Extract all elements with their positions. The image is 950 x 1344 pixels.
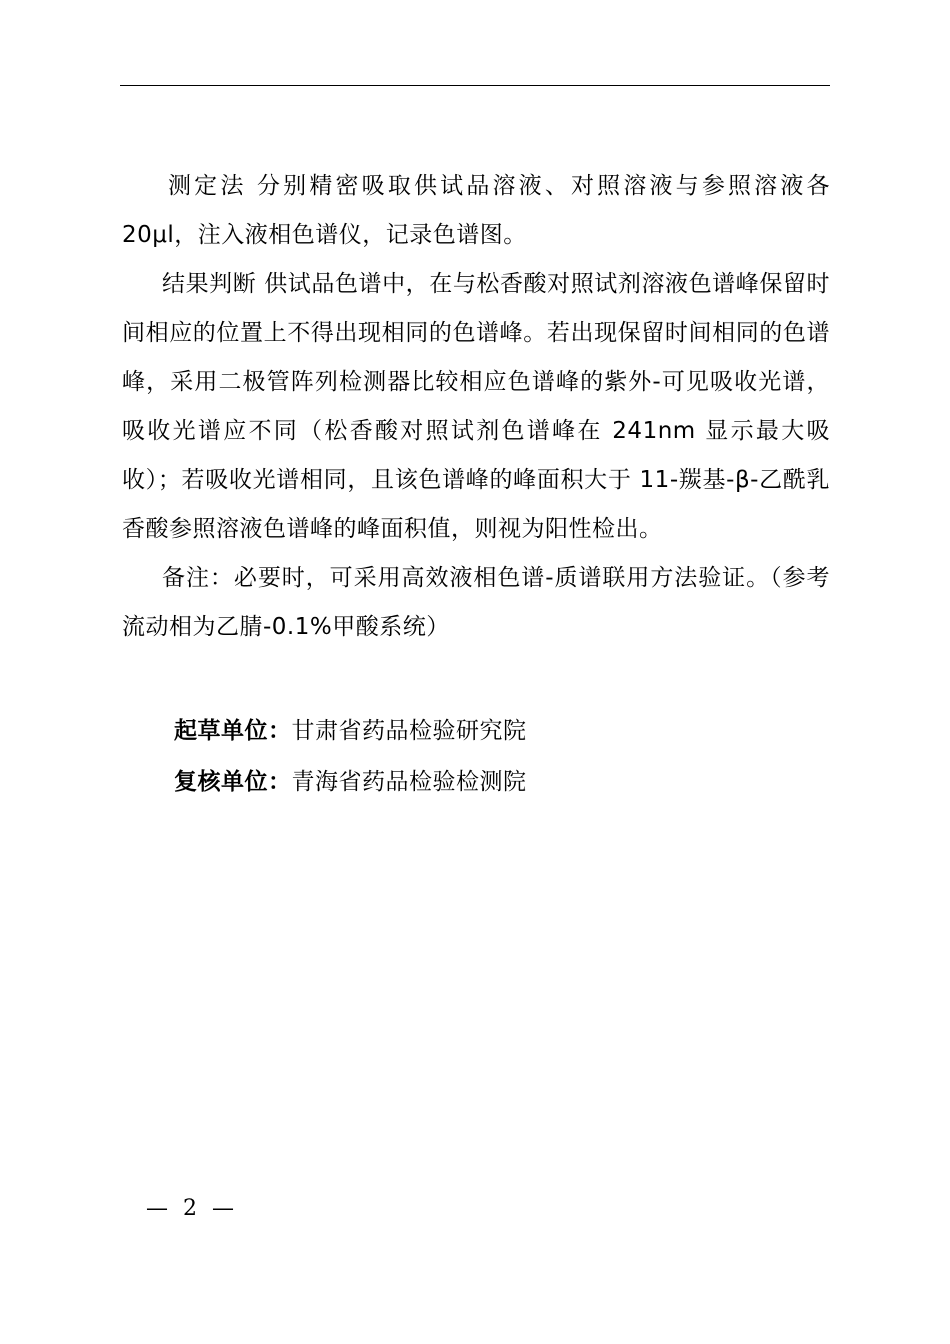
drafting-unit-line [174,706,830,757]
review-unit-line [174,757,830,808]
drafting-unit-value: 甘肃省药品检验研究院 [291,718,527,744]
review-unit-label: 复核单位： [174,769,292,795]
document-body [122,162,830,808]
paragraph-assay-method: 测定法 分别精密吸取供试品溶液、对照溶液与参照溶液各 20μl，注入液相色谱仪，记录色谱图。 [122,173,830,248]
review-unit-value: 青海省药品检验检测院 [291,769,527,795]
paragraph-result-judgment: 结果判断 供试品色谱中，在与松香酸对照试剂溶液色谱峰保留时间相应的位置上不得出现相同的色谱峰。若出现保留时间相同的色谱峰，采用二极管阵列检测器比较相应色谱峰的紫外-可见吸收光谱，吸收光谱应不同（松香酸对照试剂色谱峰在 241nm 显示最大吸收）；若吸收光谱相同，且该色谱峰的峰面积大于 11-羰基-β-乙酰乳香酸参照溶液色谱峰的峰面积值，则视为阳性检出。 [122,271,830,542]
drafting-unit-label: 起草单位： [174,718,292,744]
signoff-block [122,706,830,808]
page-number: — 2 — [146,1196,238,1221]
paragraph-remark: 备注：必要时，可采用高效液相色谱-质谱联用方法验证。（参考流动相为乙腈-0.1%甲酸系统） [122,565,830,640]
header-rule [120,85,830,86]
